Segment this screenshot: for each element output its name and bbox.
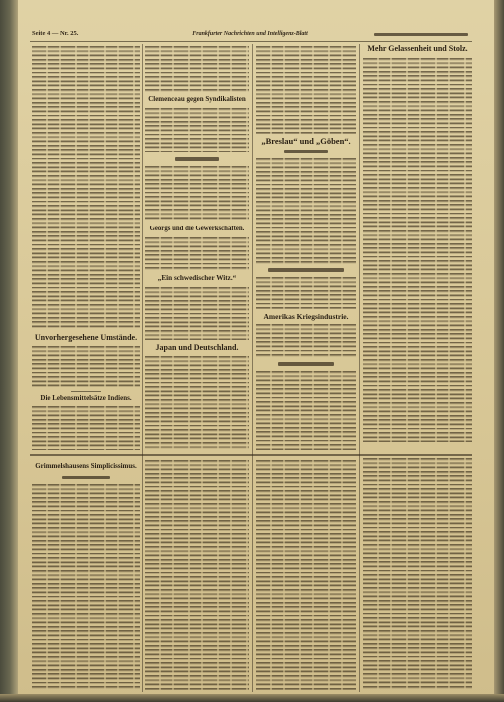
illegible-heading (268, 268, 344, 272)
article-text-block (32, 484, 140, 690)
article-text-block (256, 371, 356, 450)
headline: Die Lebensmittelsätze Indiens. (40, 395, 132, 402)
article-text-block (145, 108, 249, 152)
page-bottom-edge (0, 694, 504, 702)
headline: Mehr Gelassenheit und Stolz. (367, 45, 468, 53)
column-rule (142, 44, 143, 692)
column-rule (359, 44, 360, 692)
masthead-paper-name: Frankfurter Nachrichten und Intelligenz-Blatt (192, 31, 308, 37)
masthead-date-illegible (374, 33, 468, 36)
feuilleton-rule (30, 454, 472, 456)
article-text-block (256, 460, 356, 690)
article-text-block (145, 356, 249, 450)
article-text-block (32, 46, 140, 330)
headline: Georgs und die Gewerkschaften. (149, 226, 245, 232)
illegible-subheading (284, 150, 328, 153)
article-text-block (145, 166, 249, 222)
column-rule (252, 44, 253, 692)
headline: „Breslau“ und „Göben“. (261, 137, 351, 146)
headline: Japan und Deutschland. (155, 344, 239, 352)
article-text-block (256, 46, 356, 134)
illegible-heading (175, 157, 219, 161)
article-text-block (256, 277, 356, 309)
article-text-block (256, 324, 356, 358)
page-right-edge (494, 0, 504, 702)
article-text-block (145, 287, 249, 340)
article-text-block (145, 460, 249, 690)
article-separator (71, 391, 101, 392)
masthead-rule (30, 41, 472, 42)
byline-illegible (62, 476, 110, 479)
page-binding-edge (0, 0, 18, 702)
article-text-block (363, 458, 472, 690)
headline: Unvorhergesehene Umstände. (34, 334, 138, 342)
headline: „Ein schwedischer Witz.“ (157, 275, 237, 282)
article-text-block (32, 406, 140, 450)
headline: Amerikas Kriegsindustrie. (263, 313, 349, 321)
article-text-block (32, 346, 140, 388)
masthead-page-number: Seite 4 — Nr. 25. (32, 30, 79, 37)
headline: Clemenceau gegen Syndikalisten (148, 96, 246, 103)
illegible-heading (278, 362, 334, 366)
article-text-block (256, 158, 356, 264)
article-text-block (145, 46, 249, 92)
feuilleton-headline: Grimmelshausens Simplicissimus. (35, 463, 137, 470)
article-text-block (363, 58, 472, 442)
article-text-block (145, 237, 249, 271)
